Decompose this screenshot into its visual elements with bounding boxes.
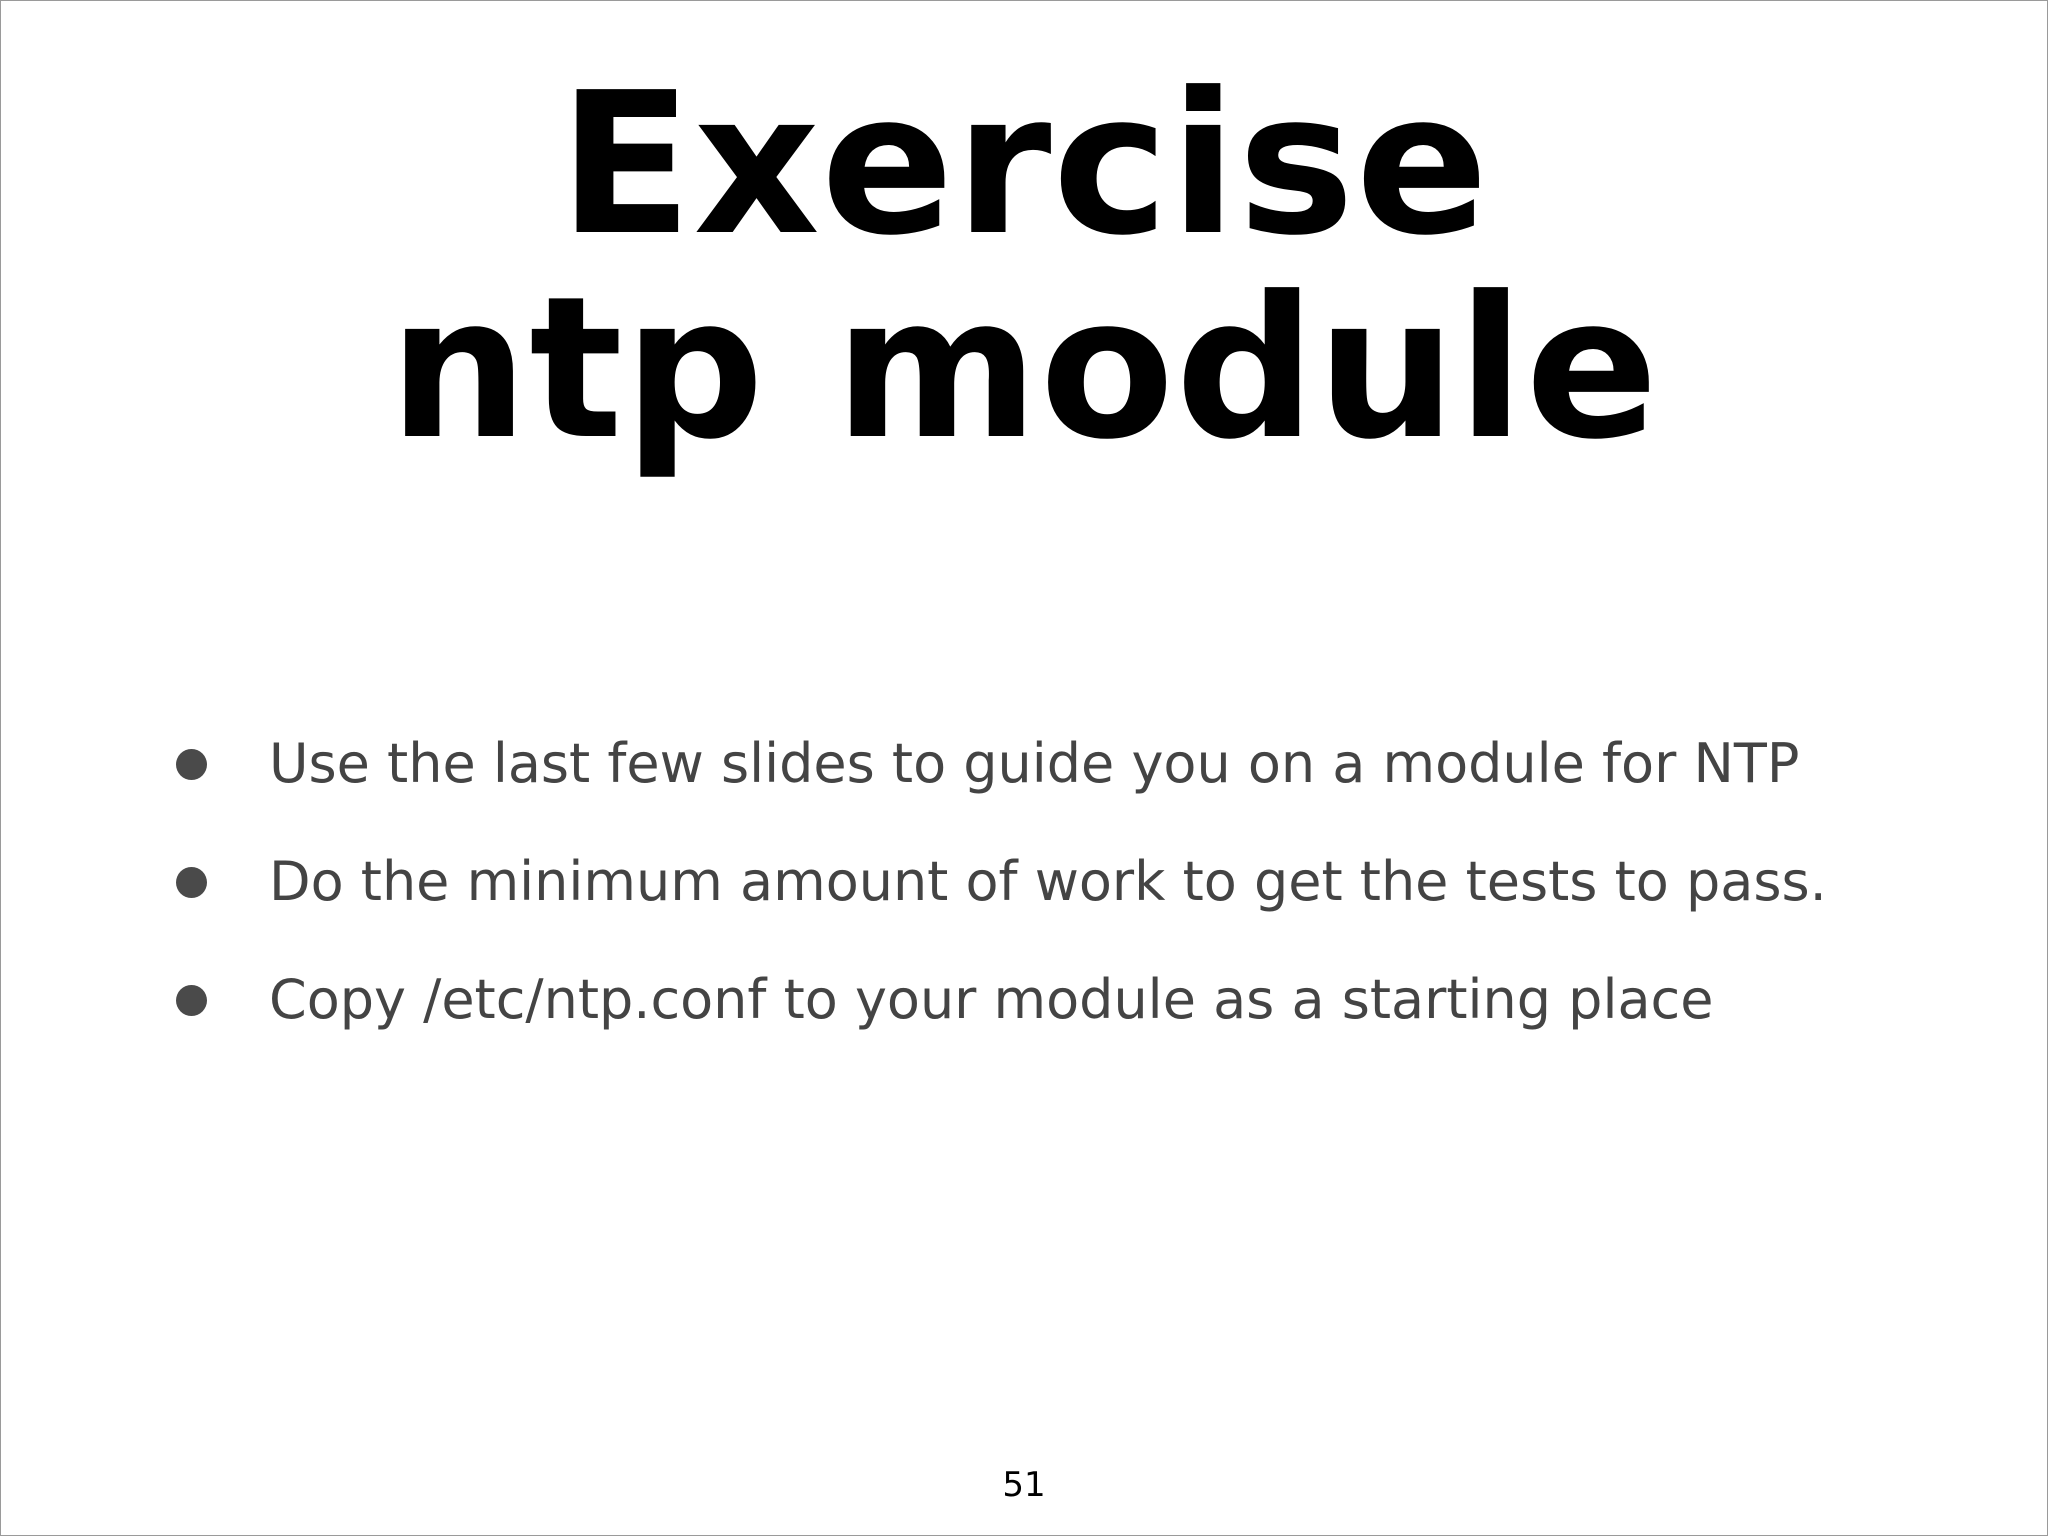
bullet-item — [1, 955, 2047, 1073]
bullet-icon — [176, 867, 207, 898]
bullet-text: Do the minimum amount of work to get the tests to pass. — [269, 850, 1827, 913]
bullet-list — [1, 719, 2047, 1073]
bullet-item — [1, 837, 2047, 955]
slide-title-line-2: ntp module — [388, 255, 1660, 483]
bullet-text: Copy /etc/ntp.conf to your module as a starting place — [269, 968, 1714, 1031]
bullet-icon — [176, 749, 207, 780]
bullet-item — [1, 719, 2047, 837]
bullet-icon — [176, 985, 207, 1016]
bullet-text: Use the last few slides to guide you on a module for NTP — [269, 732, 1800, 795]
slide-title-line-1: Exercise — [558, 51, 1490, 279]
slide-title — [1, 51, 2047, 483]
page-number: 51 — [1002, 1465, 1046, 1505]
